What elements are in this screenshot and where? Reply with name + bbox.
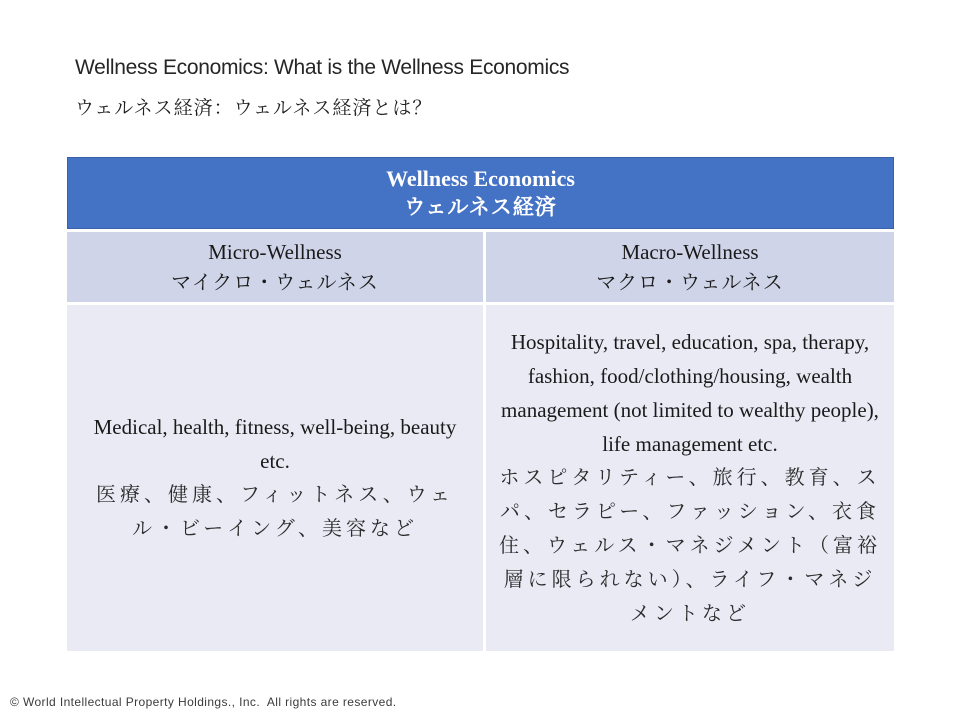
column-header-micro-wellness [67,232,483,302]
column-header-macro-ja: マクロ・ウェルネス [596,271,784,294]
column-header-micro-ja: マイクロ・ウェルネス [171,271,379,294]
body-cell-macro-wellness [486,305,894,651]
body-micro-en: Medical, health, fitness, well-being, beauty etc. [93,415,457,473]
slide-title-en: Wellness Economics: What is the Wellness Economics [75,56,570,79]
body-cell-micro-wellness [67,305,483,651]
body-macro-ja: ホスピタリティー、旅行、教育、スパ、セラピー、ファッション、衣食住、ウェルス・マネジメント（富裕層に限られない）、ライフ・マネジメントなど [499,467,881,625]
table-header-cell [67,157,894,229]
column-header-micro-en: Micro-Wellness [208,239,342,264]
column-header-macro-en: Macro-Wellness [621,239,759,264]
body-macro-en: Hospitality, travel, education, spa, therapy, fashion, food/clothing/housing, wealth management (not limited to wealthy people), life management etc. [501,330,879,456]
slide-title-ja: ウェルネス経済：ウェルネス経済とは？ [75,98,433,119]
table-header-ja: ウェルネス経済 [404,195,557,219]
title-block [75,55,569,121]
copyright-footer: © World Intellectual Property Holdings., Inc. All rights are reserved. [10,695,397,709]
body-micro-ja: 医療、健康、フィットネス、ウェル・ビーイング、美容など [96,484,454,540]
table-header-en: Wellness Economics [386,166,575,191]
wellness-table [67,157,894,651]
column-header-macro-wellness [486,232,894,302]
